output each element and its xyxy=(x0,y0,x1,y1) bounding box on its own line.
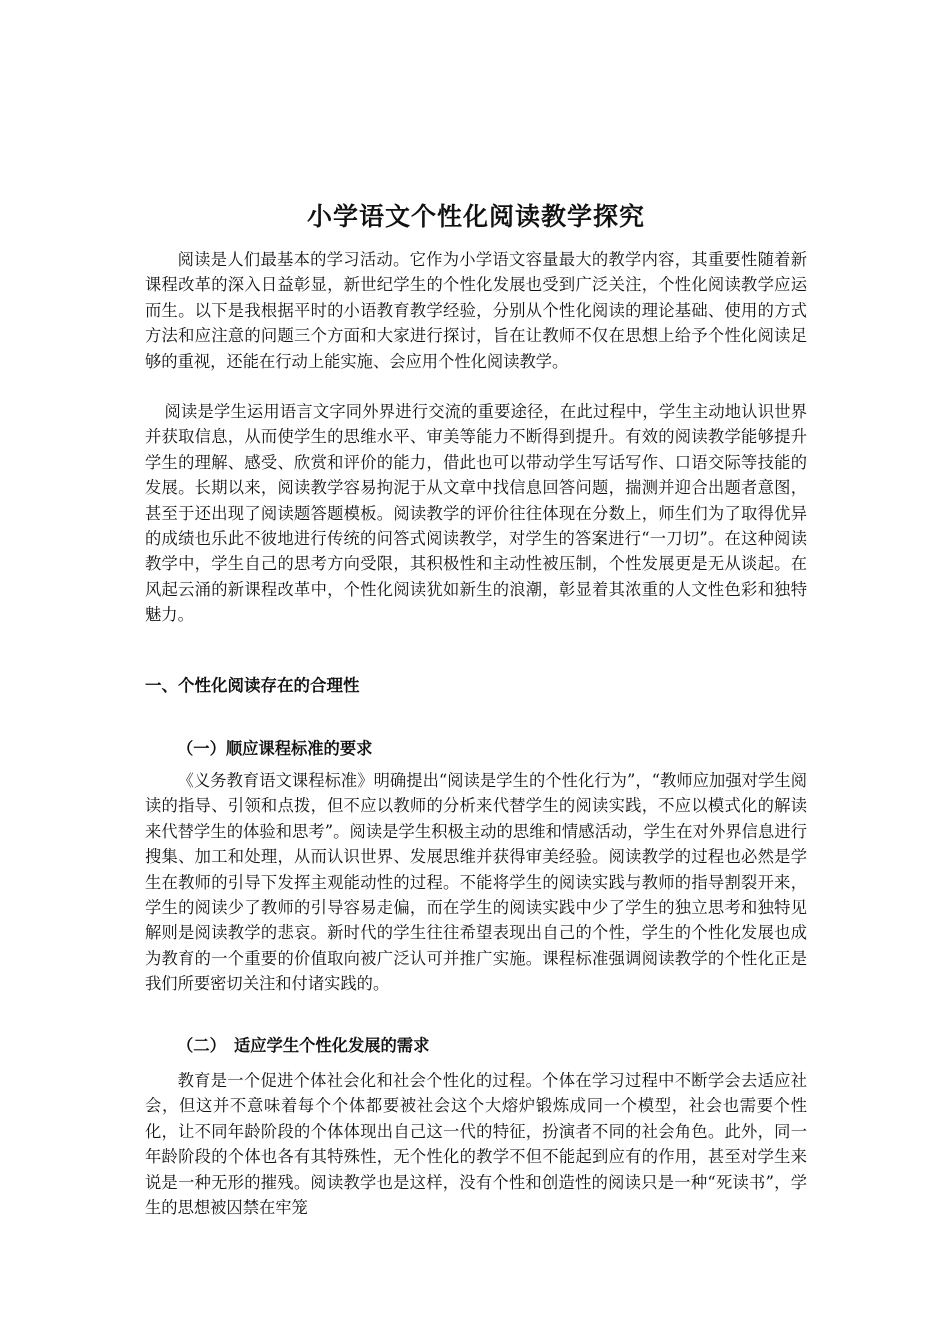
subsection-paragraph: 《义务教育语文课程标准》明确提出“阅读是学生的个性化行为”，“教师应加强对学生阅读的指导、引领和点拨，但不应以教师的分析来代替学生的阅读实践，不应以模式化的解读来代替学生的体验和思考”。阅读是学生积极主动的思维和情感活动，学生在对外界信息进行搜集、加工和处理，从而认识世界、发展思维并获得审美经验。阅读教学的过程也必然是学生在教师的引导下发挥主观能动性的过程。不能将学生的阅读实践与教师的指导割裂开来，学生的阅读少了教师的引导容易走偏，而在学生的阅读实践中少了学生的独立思考和独特见解则是阅读教学的悲哀。新时代的学生往往希望表现出自己的个性，学生的个性化发展也成为教育的一个重要的价值取向被广泛认可并推广实施。课程标准强调阅读教学的个性化正是我们所要密切关注和付诸实践的。 xyxy=(145,771,807,994)
section-heading: 一、个性化阅读存在的合理性 xyxy=(145,676,360,695)
intro-paragraph-2: 阅读是学生运用语言文字同外界进行交流的重要途径，在此过程中，学生主动地认识世界并获取信息，从而使学生的思维水平、审美等能力不断得到提升。有效的阅读教学能够提升学生的理解、感受、欣赏和评价的能力，借此也可以带动学生写话写作、口语交际等技能的发展。长期以来，阅读教学容易拘泥于从文章中找信息回答问题，揣测并迎合出题者意图，甚至于还出现了阅读题答题模板。阅读教学的评价往往体现在分数上，师生们为了取得优异的成绩也乐此不彼地进行传统的问答式阅读教学，对学生的答案进行“一刀切”。在这种阅读教学中，学生自己的思考方向受限，其积极性和主动性被压制，个性发展更是无从谈起。在风起云涌的新课程改革中，个性化阅读犹如新生的浪潮，彰显着其浓重的人文性色彩和独特魅力。 xyxy=(145,402,807,625)
subsection-heading-2: （二） 适应学生个性化发展的需求 xyxy=(177,1036,430,1055)
intro-paragraph-1: 阅读是人们最基本的学习活动。它作为小学语文容量最大的教学内容，其重要性随着新课程改革的深入日益彰显，新世纪学生的个性化发展也受到广泛关注，个性化阅读教学应运而生。以下是我根据平时的小语教育教学经验，分别从个性化阅读的理论基础、使用的方式方法和应注意的问题三个方面和大家进行探讨，旨在让教师不仅在思想上给予个性化阅读足够的重视，还能在行动上能实施、会应用个性化阅读教学。 xyxy=(145,250,807,371)
document-title: 小学语文个性化阅读教学探究 xyxy=(306,201,645,231)
subsection-paragraph-2: 教育是一个促进个体社会化和社会个性化的过程。个体在学习过程中不断学会去适应社会，但这并不意味着每个个体都要被社会这个大熔炉锻炼成同一个模型，社会也需要个性化，让不同年龄阶段的个体体现出自己这一代的特征，扮演者不同的社会角色。此外，同一年龄阶段的个体也各有其特殊性，无个性化的教学不但不能起到应有的作用，甚至对学生来说是一种无形的摧残。阅读教学也是这样，没有个性和创造性的阅读只是一种“死读书”，学生的思想被囚禁在牢笼 xyxy=(145,1071,807,1218)
subsection-heading: （一）顺应课程标准的要求 xyxy=(177,739,373,758)
